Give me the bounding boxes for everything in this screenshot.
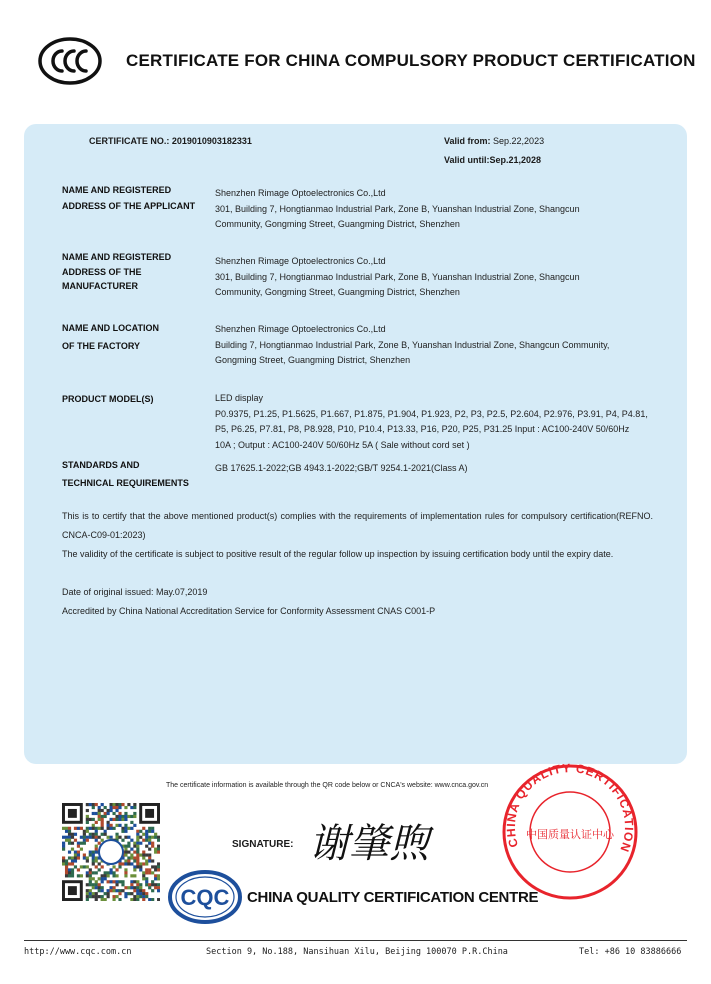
valid-until [444,155,541,165]
validity-statement: The validity of the certificate is subject to positive result of the regular follow up inspection by issuing certification body until the expiry date. [62,549,614,559]
factory-label: NAME AND LOCATION OF THE FACTORY [62,323,159,351]
valid-from [444,136,544,146]
certificate-number-label: CERTIFICATE NO.: [89,136,170,146]
signature-text: 谢肇煦 [309,821,429,867]
seal-inner-text: 中国质量认证中心 [526,828,614,841]
standards-label: STANDARDS AND TECHNICAL REQUIREMENTS [62,460,189,488]
cqc-logo [168,870,242,924]
original-issue-date: Date of original issued: May.07,2019 [62,587,208,597]
manufacturer-label: NAME AND REGISTERED ADDRESS OF THE MANUFACTURER [62,252,172,291]
valid-from-value: Sep.22,2023 [493,136,545,146]
valid-from-label: Valid from: [444,136,491,146]
accreditation-statement: Accredited by China National Accreditation Service for Conformity Assessment CNAS C001-P [62,606,436,616]
page-title: CERTIFICATE FOR CHINA COMPULSORY PRODUCT CERTIFICATION [126,51,696,70]
certificate-number [89,136,252,146]
ccc-logo [38,36,102,86]
qr-note: The certificate information is available through the QR code below or CNCA's website: www.cnca.gov.cn [166,782,489,789]
qr-code[interactable] [62,803,160,901]
issuer-name: CHINA QUALITY CERTIFICATION CENTRE [247,889,539,906]
manufacturer-value: Shenzhen Rimage Optoelectronics Co.,Ltd 301, Building 7, Hongtianmao Industrial Park, Zone B, Yuanshan Industrial Zone, Shangcun Community, Gongming Street, Guangming District, Shenzhen [215,256,580,297]
product-label: PRODUCT MODEL(S) [62,394,154,404]
applicant-value: Shenzhen Rimage Optoelectronics Co.,Ltd 301, Building 7, Hongtianmao Industrial Park, Zone B, Yuanshan Industrial Zone, Shangcun Community, Gongming Street, Guangming District, Shenzhen [215,188,580,229]
applicant-label: NAME AND REGISTERED ADDRESS OF THE APPLICANT [62,185,196,211]
footer-address: Section 9, No.188, Nansihuan Xilu, Beijing 100070 P.R.China [206,947,508,957]
signature [305,815,445,870]
signature-label: SIGNATURE: [232,839,294,850]
certify-statement: This is to certify that the above mentioned product(s) complies with the requirements of implementation rules for compulsory certification(REFNO. CNCA-C09-01:2023) [62,511,653,540]
footer-website[interactable]: http://www.cqc.com.cn [24,947,132,957]
valid-until-label: Valid until: [444,155,490,165]
standards-value: GB 17625.1-2022;GB 4943.1-2022;GB/T 9254.1-2021(Class A) [215,463,468,473]
cqc-logo-text: CQC [180,885,230,910]
official-seal [500,762,640,902]
footer-phone: Tel: +86 10 83886666 [579,947,682,957]
certificate-number-value: 2019010903182331 [171,136,252,146]
product-value: LED display P0.9375, P1.25, P1.5625, P1.667, P1.875, P1.904, P1.923, P2, P3, P2.5, P2.604, P2.976, P3.91, P4, P4.81, P5, P6.25, P7.81, P8, P8.928, P10, P10.4, P13.33, P16, P20, P25, P31.25 Input : AC100-240V 50/60Hz 10A ; Output : AC100-240V 50/60Hz 5A ( Sale without cord set ) [215,393,648,450]
seal-outer-text: CHINA QUALITY CERTIFICATION [503,762,637,855]
factory-value: Shenzhen Rimage Optoelectronics Co.,Ltd Building 7, Hongtianmao Industrial Park, Zone B, Yuanshan Industrial Zone, Shangcun Community, Gongming Street, Guangming District, Shenzhen [215,324,610,365]
valid-until-value: Sep.21,2028 [489,155,542,165]
footer-divider [24,940,687,941]
